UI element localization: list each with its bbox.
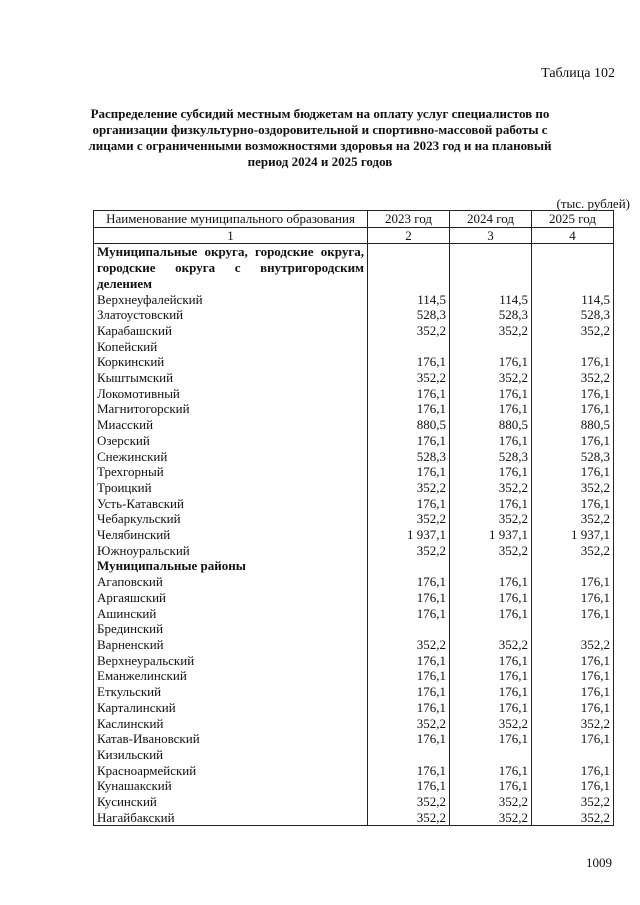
table-row [94, 339, 614, 355]
value-2024: 880,5 [450, 417, 532, 433]
municipality-name: Нагайбакский [94, 810, 368, 826]
table-row [94, 386, 614, 402]
value-2023: 352,2 [368, 480, 450, 496]
column-header-name: Наименование муниципального образования [94, 211, 368, 228]
municipality-name: Красноармейский [94, 763, 368, 779]
value-2023: 352,2 [368, 323, 450, 339]
value-2025: 352,2 [532, 480, 614, 496]
municipality-name: Коркинский [94, 354, 368, 370]
value-2024: 176,1 [450, 574, 532, 590]
value-2023: 176,1 [368, 496, 450, 512]
header-row [94, 211, 614, 228]
value-2023: 352,2 [368, 543, 450, 559]
value-2025: 176,1 [532, 433, 614, 449]
table-row [94, 370, 614, 386]
value-2023 [368, 621, 450, 637]
table-row [94, 449, 614, 465]
value-2024: 176,1 [450, 778, 532, 794]
column-number: 3 [450, 227, 532, 244]
value-2023: 1 937,1 [368, 527, 450, 543]
value-2025: 176,1 [532, 464, 614, 480]
value-2024: 176,1 [450, 464, 532, 480]
value-2023: 176,1 [368, 653, 450, 669]
table-row [94, 700, 614, 716]
municipality-name: Чебаркульский [94, 511, 368, 527]
table-row [94, 794, 614, 810]
municipality-name: Карталинский [94, 700, 368, 716]
table-row [94, 496, 614, 512]
empty-cell [368, 244, 450, 292]
table-row [94, 747, 614, 763]
value-2025: 176,1 [532, 496, 614, 512]
value-2025: 1 937,1 [532, 527, 614, 543]
table-label: Таблица 102 [541, 66, 615, 81]
value-2024: 352,2 [450, 480, 532, 496]
units-label: (тыс. рублей) [556, 196, 630, 211]
value-2024: 528,3 [450, 307, 532, 323]
table-row [94, 433, 614, 449]
value-2023: 176,1 [368, 763, 450, 779]
value-2025: 176,1 [532, 590, 614, 606]
value-2025: 176,1 [532, 386, 614, 402]
value-2023: 528,3 [368, 449, 450, 465]
value-2025: 176,1 [532, 606, 614, 622]
value-2025: 176,1 [532, 653, 614, 669]
value-2023: 352,2 [368, 794, 450, 810]
value-2024: 176,1 [450, 653, 532, 669]
municipality-name: Озерский [94, 433, 368, 449]
value-2025: 352,2 [532, 794, 614, 810]
value-2024 [450, 339, 532, 355]
table-row [94, 292, 614, 308]
value-2025 [532, 339, 614, 355]
empty-cell [450, 558, 532, 574]
municipality-name: Агаповский [94, 574, 368, 590]
value-2024: 528,3 [450, 449, 532, 465]
municipality-name: Миасский [94, 417, 368, 433]
municipality-name: Аргаяшский [94, 590, 368, 606]
value-2025: 880,5 [532, 417, 614, 433]
value-2023: 352,2 [368, 637, 450, 653]
municipality-name: Ашинский [94, 606, 368, 622]
municipality-name: Снежинский [94, 449, 368, 465]
table-row [94, 543, 614, 559]
municipality-name: Карабашский [94, 323, 368, 339]
municipality-name: Челябинский [94, 527, 368, 543]
table-row [94, 323, 614, 339]
empty-cell [450, 244, 532, 292]
value-2024: 176,1 [450, 354, 532, 370]
column-number: 2 [368, 227, 450, 244]
empty-cell [368, 558, 450, 574]
value-2023: 176,1 [368, 606, 450, 622]
value-2023 [368, 339, 450, 355]
page-number: 1009 [586, 855, 612, 870]
value-2024: 176,1 [450, 731, 532, 747]
value-2023: 176,1 [368, 778, 450, 794]
table-body [94, 244, 614, 826]
value-2024: 352,2 [450, 716, 532, 732]
table-row [94, 653, 614, 669]
municipality-name: Кунашакский [94, 778, 368, 794]
value-2023: 176,1 [368, 590, 450, 606]
value-2023: 176,1 [368, 684, 450, 700]
table-row [94, 668, 614, 684]
table-row [94, 606, 614, 622]
value-2025: 176,1 [532, 401, 614, 417]
value-2023: 176,1 [368, 731, 450, 747]
table-row [94, 307, 614, 323]
value-2023: 176,1 [368, 386, 450, 402]
value-2023: 352,2 [368, 511, 450, 527]
value-2025: 352,2 [532, 810, 614, 826]
value-2023 [368, 747, 450, 763]
column-number: 4 [532, 227, 614, 244]
section-row [94, 558, 614, 574]
column-header-2023: 2023 год [368, 211, 450, 228]
value-2023: 352,2 [368, 810, 450, 826]
subsidy-table [93, 210, 614, 826]
table-row [94, 810, 614, 826]
value-2024: 176,1 [450, 433, 532, 449]
municipality-name: Каслинский [94, 716, 368, 732]
section-heading: Муниципальные округа, городские округа, городские округа с внутригородским делением [94, 244, 368, 292]
value-2024: 352,2 [450, 511, 532, 527]
municipality-name: Верхнеуфалейский [94, 292, 368, 308]
table-row [94, 684, 614, 700]
value-2024: 352,2 [450, 794, 532, 810]
value-2024: 352,2 [450, 323, 532, 339]
value-2024: 176,1 [450, 496, 532, 512]
value-2024: 176,1 [450, 401, 532, 417]
value-2025 [532, 621, 614, 637]
municipality-name: Кусинский [94, 794, 368, 810]
municipality-name: Троицкий [94, 480, 368, 496]
value-2025: 528,3 [532, 449, 614, 465]
value-2023: 176,1 [368, 354, 450, 370]
value-2025: 176,1 [532, 684, 614, 700]
table-row [94, 401, 614, 417]
table-row [94, 574, 614, 590]
municipality-name: Кизильский [94, 747, 368, 763]
value-2024: 176,1 [450, 700, 532, 716]
municipality-name: Еманжелинский [94, 668, 368, 684]
value-2024: 176,1 [450, 386, 532, 402]
municipality-name: Магнитогорский [94, 401, 368, 417]
value-2025: 352,2 [532, 543, 614, 559]
value-2023: 114,5 [368, 292, 450, 308]
empty-cell [532, 558, 614, 574]
value-2025: 176,1 [532, 731, 614, 747]
value-2024: 352,2 [450, 637, 532, 653]
value-2024: 176,1 [450, 763, 532, 779]
table-row [94, 763, 614, 779]
table-row [94, 637, 614, 653]
column-header-2025: 2025 год [532, 211, 614, 228]
value-2025: 352,2 [532, 370, 614, 386]
value-2025 [532, 747, 614, 763]
column-number-row [94, 227, 614, 244]
table-row [94, 480, 614, 496]
value-2024: 352,2 [450, 370, 532, 386]
value-2025: 176,1 [532, 668, 614, 684]
value-2023: 352,2 [368, 716, 450, 732]
table-row [94, 527, 614, 543]
section-row [94, 244, 614, 292]
municipality-name: Катав-Ивановский [94, 731, 368, 747]
value-2023: 176,1 [368, 668, 450, 684]
value-2023: 176,1 [368, 464, 450, 480]
table-row [94, 464, 614, 480]
municipality-name: Южноуральский [94, 543, 368, 559]
value-2023: 880,5 [368, 417, 450, 433]
municipality-name: Верхнеуральский [94, 653, 368, 669]
value-2025: 352,2 [532, 511, 614, 527]
value-2024: 176,1 [450, 590, 532, 606]
table-row [94, 354, 614, 370]
value-2024: 176,1 [450, 606, 532, 622]
municipality-name: Еткульский [94, 684, 368, 700]
municipality-name: Копейский [94, 339, 368, 355]
document-title: Распределение субсидий местным бюджетам на оплату услуг специалистов по организации физкультурно-оздоровительной и спортивно-массовой работы с лицами с ограниченными возможностями здоровья на 2023 год и на плановый период 2024 и 2025 годов [88, 106, 552, 169]
value-2025: 176,1 [532, 763, 614, 779]
municipality-name: Локомотивный [94, 386, 368, 402]
municipality-name: Варненский [94, 637, 368, 653]
column-header-2024: 2024 год [450, 211, 532, 228]
value-2024: 1 937,1 [450, 527, 532, 543]
table-row [94, 511, 614, 527]
value-2025: 352,2 [532, 637, 614, 653]
value-2024: 176,1 [450, 684, 532, 700]
municipality-name: Брединский [94, 621, 368, 637]
table-header [94, 211, 614, 244]
value-2025: 352,2 [532, 716, 614, 732]
column-number: 1 [94, 227, 368, 244]
table-row [94, 731, 614, 747]
value-2024: 114,5 [450, 292, 532, 308]
value-2025: 528,3 [532, 307, 614, 323]
table-row [94, 716, 614, 732]
value-2023: 352,2 [368, 370, 450, 386]
value-2023: 176,1 [368, 433, 450, 449]
value-2025: 176,1 [532, 700, 614, 716]
section-heading: Муниципальные районы [94, 558, 368, 574]
table-row [94, 621, 614, 637]
value-2025: 176,1 [532, 778, 614, 794]
value-2024: 176,1 [450, 668, 532, 684]
municipality-name: Кыштымский [94, 370, 368, 386]
municipality-name: Трехгорный [94, 464, 368, 480]
value-2024 [450, 747, 532, 763]
value-2025: 176,1 [532, 574, 614, 590]
empty-cell [532, 244, 614, 292]
value-2023: 176,1 [368, 700, 450, 716]
value-2025: 352,2 [532, 323, 614, 339]
municipality-name: Златоустовский [94, 307, 368, 323]
value-2024: 352,2 [450, 810, 532, 826]
value-2024: 352,2 [450, 543, 532, 559]
municipality-name: Усть-Катавский [94, 496, 368, 512]
value-2023: 176,1 [368, 401, 450, 417]
value-2025: 176,1 [532, 354, 614, 370]
table-row [94, 417, 614, 433]
table-row [94, 778, 614, 794]
value-2025: 114,5 [532, 292, 614, 308]
value-2023: 528,3 [368, 307, 450, 323]
value-2023: 176,1 [368, 574, 450, 590]
value-2024 [450, 621, 532, 637]
table-row [94, 590, 614, 606]
